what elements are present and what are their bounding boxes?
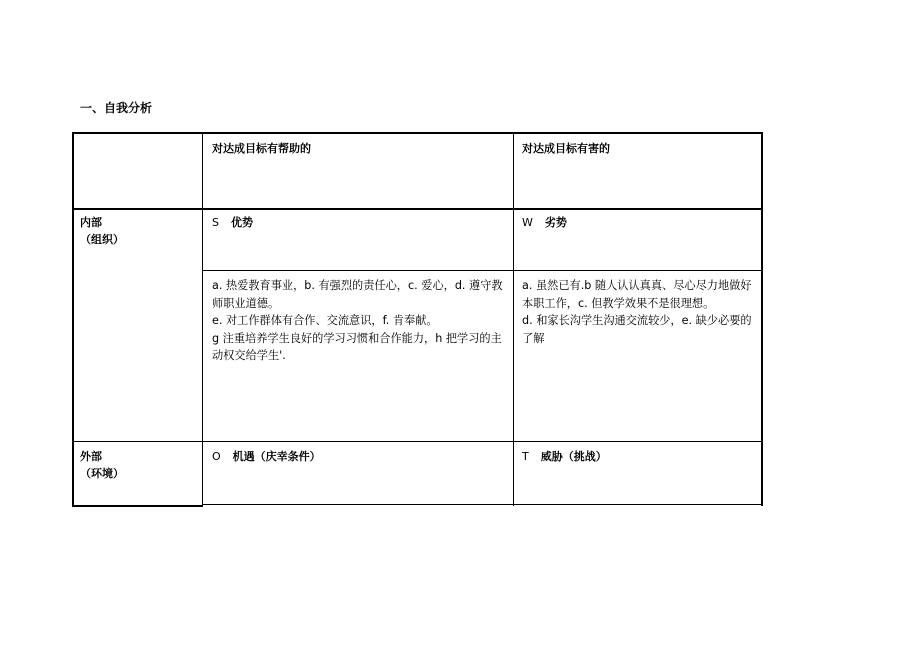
row-divider-2 xyxy=(203,270,763,271)
threat-heading xyxy=(522,448,607,465)
weakness-code: W xyxy=(522,216,533,229)
strength-heading xyxy=(212,214,253,231)
weakness-heading xyxy=(522,214,567,231)
internal-label xyxy=(80,214,124,248)
table-border-left xyxy=(72,132,74,507)
threat-title: 威胁（挑战） xyxy=(540,450,607,463)
col-divider-1 xyxy=(202,132,203,507)
strength-line: a. 热爱教育事业，b. 有强烈的责任心，c. 爱心，d. 遵守教 xyxy=(212,279,503,292)
internal-label-line1: 内部 xyxy=(80,216,102,229)
strength-line: 师职业道德。 xyxy=(212,296,280,310)
opportunity-heading xyxy=(212,448,321,465)
external-label-line1: 外部 xyxy=(80,450,102,463)
row-divider-1 xyxy=(72,208,763,210)
col-divider-2 xyxy=(513,132,514,506)
weakness-content xyxy=(522,277,752,347)
section-title: 一、自我分析 xyxy=(80,101,153,115)
table-border-bottom-left xyxy=(72,505,203,507)
table-border-right xyxy=(761,132,763,506)
strength-line: g 注重培养学生良好的学习习惯和合作能力，h 把学习的主 xyxy=(212,331,502,345)
header-helpful: 对达成目标有帮助的 xyxy=(212,142,311,155)
strength-code: S xyxy=(212,216,219,229)
weakness-title: 劣势 xyxy=(544,216,567,229)
opportunity-title: 机遇（庆幸条件） xyxy=(232,450,321,463)
strength-title: 优势 xyxy=(230,216,253,229)
table-border-top xyxy=(72,132,763,134)
internal-label-line2: （组织） xyxy=(80,233,124,246)
weakness-line: a. 虽然已有.b 随人认认真真、尽心尽力地做好 xyxy=(522,279,752,292)
weakness-line: d. 和家长沟学生沟通交流较少，e. 缺少必要的 xyxy=(522,314,752,327)
header-harmful: 对达成目标有害的 xyxy=(522,142,610,155)
row-divider-3 xyxy=(72,441,763,442)
weakness-line: 本职工作，c. 但教学效果不是很理想。 xyxy=(522,296,715,310)
strength-line: e. 对工作群体有合作、交流意识，f. 肯奉献。 xyxy=(212,314,438,327)
weakness-line: 了解 xyxy=(522,331,545,345)
strength-content xyxy=(212,277,503,365)
table-border-bottom xyxy=(203,504,763,505)
opportunity-code: O xyxy=(212,450,221,463)
strength-line: 动权交给学生'. xyxy=(212,349,286,362)
threat-code: T xyxy=(522,450,529,463)
external-label xyxy=(80,448,124,482)
external-label-line2: （环境） xyxy=(80,467,124,480)
